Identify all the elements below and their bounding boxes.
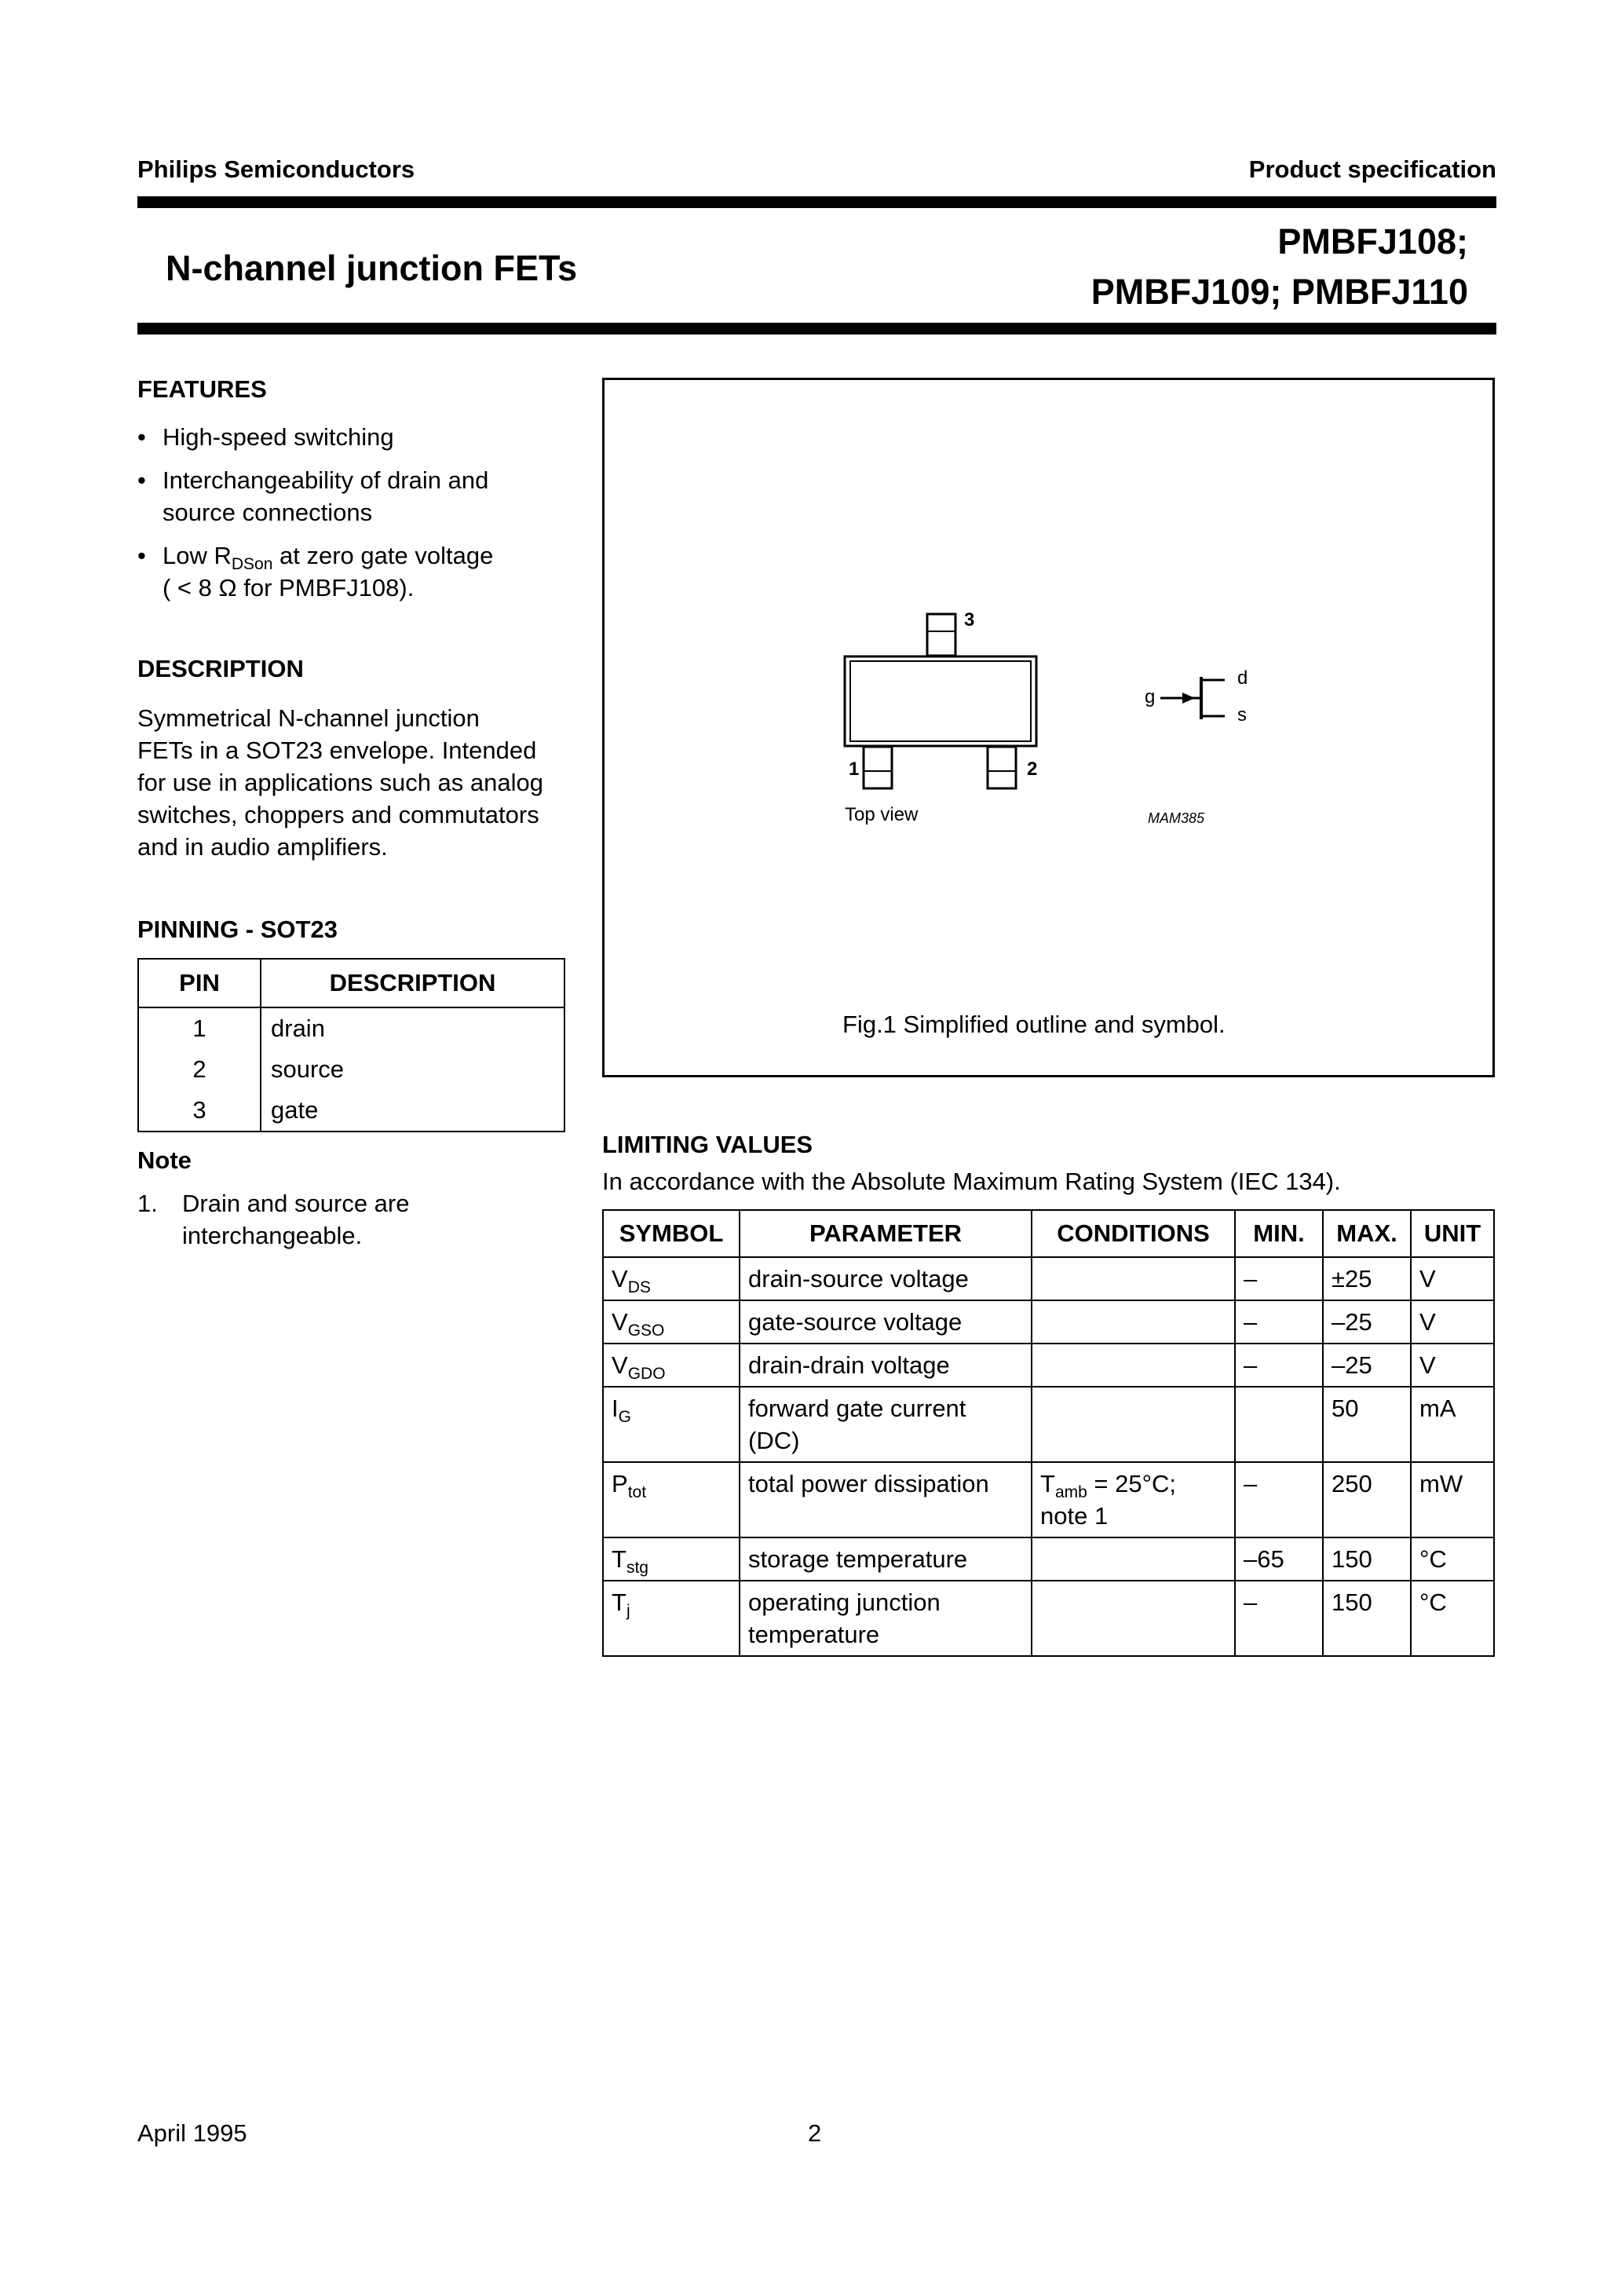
pin3-lead (927, 614, 955, 656)
description-heading: DESCRIPTION (137, 655, 304, 682)
table-row: 3 gate (138, 1090, 564, 1132)
limiting-values-table (602, 1209, 1495, 1657)
table-row: 1 drain (138, 1007, 564, 1049)
package-body (845, 656, 1036, 746)
package-outline-figure (605, 380, 1492, 1075)
page-number: 2 (808, 2119, 822, 2147)
pin2-label: 2 (1027, 759, 1038, 780)
description-text: Symmetrical N-channel junction FETs in a SOT23 envelope. Intended for use in applications such as analog switches, choppers and commutators and in audio amplifiers. (137, 704, 543, 861)
col-min: MIN. (1235, 1210, 1323, 1257)
top-view-label: Top view (845, 804, 919, 825)
feature-item: • High-speed switching (137, 421, 577, 453)
col-symbol: SYMBOL (603, 1210, 740, 1257)
pin1-label: 1 (849, 759, 860, 780)
part-numbers-line1: PMBFJ108; (1277, 221, 1468, 261)
feature-item: • Low $R_{DSon}$ at zero gate voltage ( < 8 Ω for PMBFJ108). (137, 539, 577, 604)
col-conditions: CONDITIONS (1032, 1210, 1235, 1257)
pinning-col-description: DESCRIPTION (261, 959, 564, 1007)
company-name: Philips Semiconductors (137, 155, 415, 183)
figure-box (602, 378, 1495, 1077)
part-numbers-line2: PMBFJ109; PMBFJ110 (1090, 272, 1468, 312)
footer-date: April 1995 (137, 2119, 247, 2147)
features-list (137, 421, 577, 615)
table-row: $V_{GSO}$ gate-source voltage – –25 V (603, 1300, 1494, 1344)
symbol-gate-label: g (1145, 686, 1156, 707)
title-rule (137, 323, 1496, 335)
table-row: $I_G$ forward gate current (DC) 50 mA (603, 1387, 1494, 1462)
note-number: 1. (137, 1190, 158, 1217)
note-heading: Note (137, 1146, 192, 1174)
figure-code: MAM385 (1148, 810, 1205, 826)
col-unit: UNIT (1411, 1210, 1494, 1257)
pinning-table (137, 958, 565, 1132)
table-row: $T_{stg}$ storage temperature –65 150 °C (603, 1537, 1494, 1581)
col-max: MAX. (1323, 1210, 1411, 1257)
limiting-values-intro: In accordance with the Absolute Maximum Rating System (IEC 134). (602, 1168, 1341, 1195)
table-row: $V_{DS}$ drain-source voltage – ±25 V (603, 1257, 1494, 1300)
pin3-label: 3 (964, 609, 975, 631)
figure-caption: Fig.1 Simplified outline and symbol. (842, 1011, 1226, 1038)
symbol-source-label: s (1237, 704, 1247, 726)
table-row: 2 source (138, 1049, 564, 1090)
page-title: N-channel junction FETs (166, 248, 578, 288)
feature-item: • Interchangeability of drain and source connections (137, 464, 577, 528)
pin1-lead (864, 747, 892, 788)
part-numbers (1091, 217, 1468, 317)
table-row: $T_j$ operating junction temperature – 150 °C (603, 1581, 1494, 1656)
pin2-lead (988, 747, 1016, 788)
doc-type: Product specification (1248, 155, 1496, 183)
col-parameter: PARAMETER (740, 1210, 1032, 1257)
header-rule (137, 196, 1496, 208)
table-row: $P_{tot}$ total power dissipation $T_{amb} = 25^\circ C$; note 1 – 250 mW (603, 1462, 1494, 1537)
symbol-drain-label: d (1237, 667, 1248, 689)
features-heading: FEATURES (137, 375, 267, 403)
pinning-heading: PINNING - SOT23 (137, 916, 338, 943)
pinning-col-pin: PIN (138, 959, 261, 1007)
table-row: $V_{GDO}$ drain-drain voltage – –25 V (603, 1344, 1494, 1387)
limiting-values-heading: LIMITING VALUES (602, 1131, 813, 1158)
note-text: Drain and source are interchangeable. (182, 1190, 410, 1249)
